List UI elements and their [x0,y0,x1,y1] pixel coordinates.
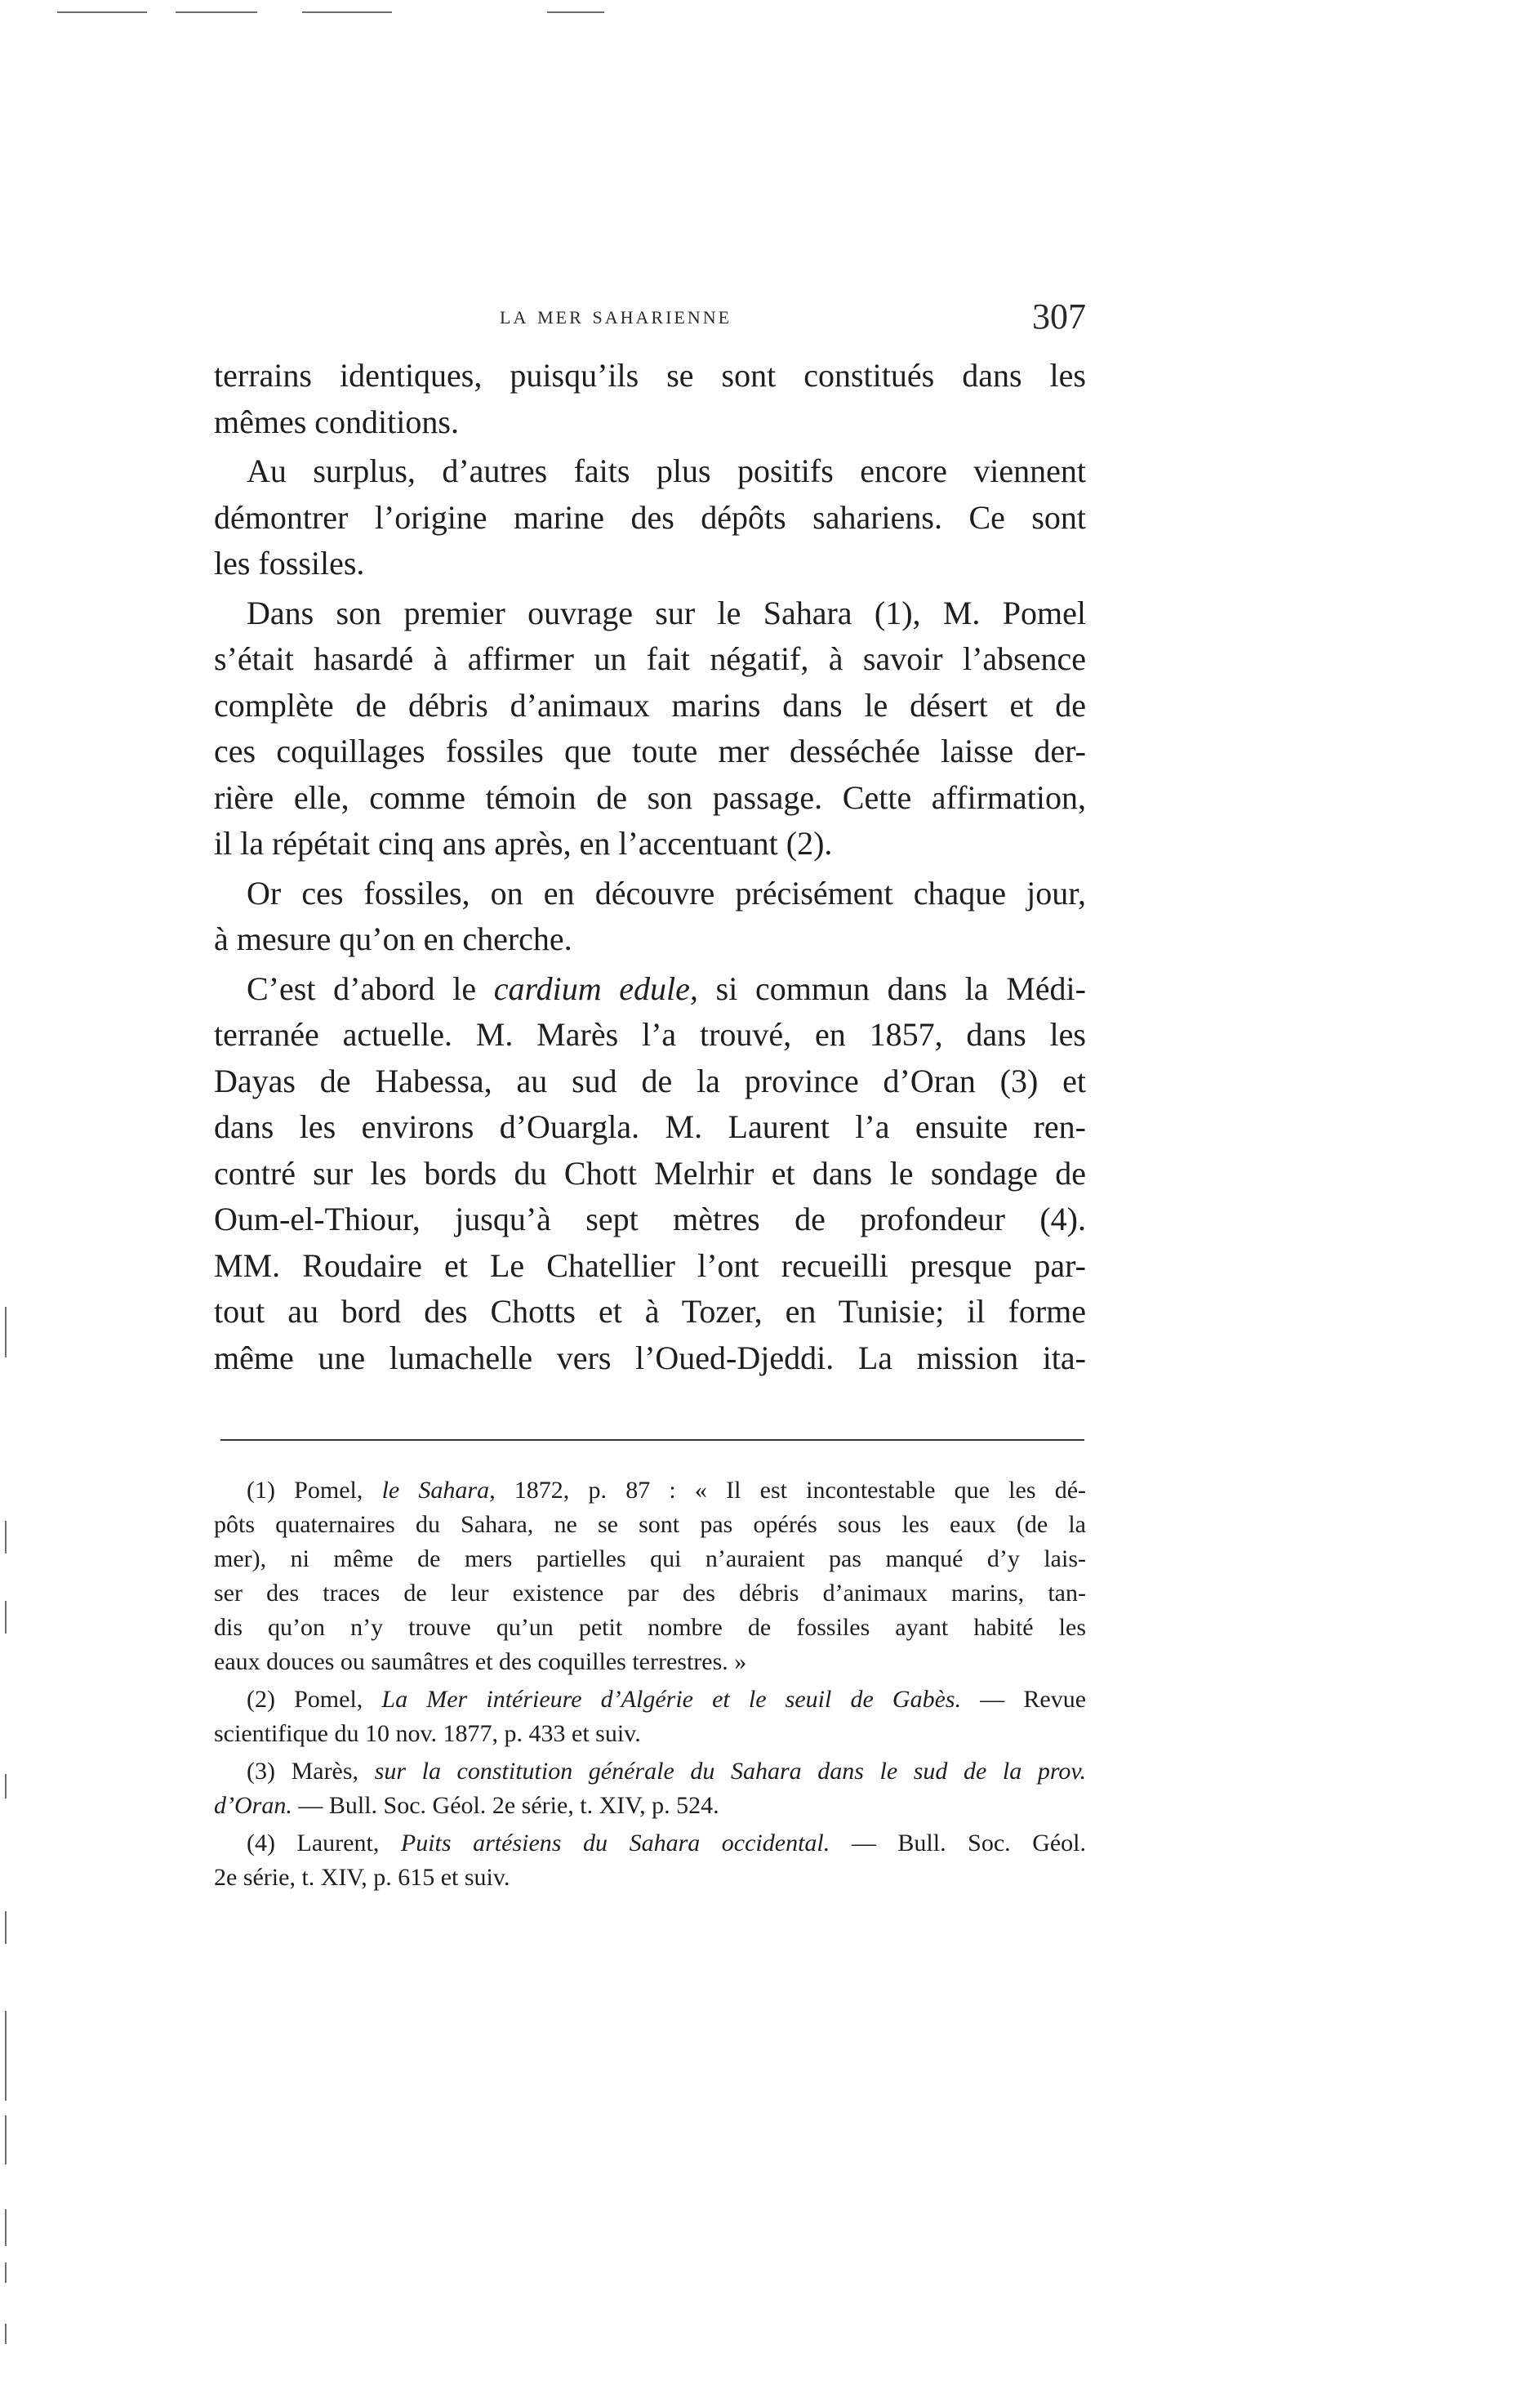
text-run: — Revue [961,1686,1086,1713]
footnotes [214,1473,1086,1898]
text-line: contré sur les bords du Chott Melrhir et dans le sondage de [214,1154,1086,1192]
text-line: rière elle, comme témoin de son passage. Cette affirmation, [214,778,1086,816]
footnote-line: 2e série, t. XIV, p. 615 et suiv. [214,1864,510,1891]
scan-artifact-left-4 [5,1774,7,1799]
running-header [214,296,1086,345]
scan-artifact-left-5 [5,1911,7,1944]
footnote-divider [220,1439,1084,1441]
text-line: Or ces fossiles, on en découvre précisément chaque jour, [247,874,1086,912]
text-line: Au surplus, d’autres faits plus positifs encore viennent [247,452,1086,489]
scan-artifact-left-7 [5,2115,7,2164]
italic-title: La Mer intérieure d’Algérie et le seuil de Gabès. [381,1686,962,1713]
text-line [214,966,1086,1013]
scan-artifact-top-2 [176,11,257,13]
text-line: dans les environs d’Ouargla. M. Laurent l’a ensuite ren- [214,1108,1086,1145]
scan-artifact-left-8 [5,2209,7,2246]
scan-artifact-left-3 [5,1601,7,1634]
text-run: (1) Pomel, [247,1477,382,1504]
footnote-4 [214,1826,1086,1895]
footnote-3 [214,1754,1086,1823]
text-run: (2) Pomel, [247,1686,382,1713]
page-number: 307 [1032,296,1086,337]
footnote-line [214,1789,1086,1823]
text-run: — Bull. Soc. Géol. 2e série, t. XIV, p. 524. [292,1792,719,1819]
text-line: mêmes conditions. [214,403,459,440]
text-line: les fossiles. [214,545,365,582]
footnote-1 [214,1473,1086,1679]
scan-artifact-top-1 [57,11,147,13]
text-run: (4) Laurent, [247,1830,401,1857]
paragraph-1 [214,353,1086,445]
scan-artifact-left-2 [5,1521,7,1553]
text-run: C’est d’abord le [247,969,494,1007]
text-line: ces coquillages fossiles que toute mer desséchée laisse der- [214,733,1086,769]
text-run: 1872, p. 87 : « Il est incontestable que les dé- [495,1477,1086,1504]
text-line: Oum-el-Thiour, jusqu’à sept mètres de profondeur (4). [214,1201,1086,1237]
italic-term: cardium edule, [493,969,698,1007]
footnote-line [214,1683,1086,1717]
text-line: même une lumachelle vers l’Oued-Djeddi. La mission ita- [214,1339,1086,1376]
main-text [214,353,1086,1384]
footnote-line: eaux douces ou saumâtres et des coquilles terrestres. » [214,1648,747,1675]
text-line: terranée actuelle. M. Marès l’a trouvé, en 1857, dans les [214,1016,1086,1053]
text-line: à mesure qu’on en cherche. [214,920,572,957]
text-line: démontrer l’origine marine des dépôts sahariens. Ce sont [214,498,1086,536]
text-line: terrains identiques, puisqu’ils se sont constitués dans les [214,357,1086,394]
text-run: — Bull. Soc. Géol. [830,1830,1086,1857]
paragraph-5 [214,966,1086,1382]
footnote-line: scientifique du 10 nov. 1877, p. 433 et suiv. [214,1720,641,1747]
footnote-line: mer), ni même de mers partielles qui n’auraient pas manqué d’y lais- [214,1545,1086,1572]
italic-title: d’Oran. [214,1792,292,1819]
text-line: Dans son premier ouvrage sur le Sahara (1), M. Pomel [247,594,1086,631]
scan-artifact-top-4 [547,11,604,13]
scan-artifact-left-6 [5,2011,7,2101]
paragraph-4 [214,871,1086,963]
italic-title: Puits artésiens du Sahara occidental. [400,1830,830,1857]
text-run: (3) Marès, [247,1758,375,1785]
footnote-line: dis qu’on n’y trouve qu’un petit nombre de fossiles ayant habité les [214,1614,1086,1641]
text-line: MM. Roudaire et Le Chatellier l’ont recueilli presque par- [214,1246,1086,1284]
text-line: Dayas de Habessa, au sud de la province d’Oran (3) et [214,1062,1086,1099]
text-line: tout au bord des Chotts et à Tozer, en Tunisie; il forme [214,1293,1086,1330]
footnote-2 [214,1683,1086,1751]
italic-title: le Sahara, [381,1477,496,1504]
footnote-line: pôts quaternaires du Sahara, ne se sont pas opérés sous les eaux (de la [214,1511,1086,1538]
paragraph-3 [214,591,1086,867]
text-run: si commun dans la Médi- [697,969,1086,1007]
footnote-line [214,1754,1086,1789]
paragraph-2 [214,448,1086,587]
text-line: s’était hasardé à affirmer un fait négatif, à savoir l’absence [214,640,1086,677]
scan-artifact-left-1 [5,1307,7,1357]
footnote-line [214,1826,1086,1861]
scan-artifact-top-3 [302,11,392,13]
scan-artifact-left-10 [5,2324,7,2344]
footnote-line: ser des traces de leur existence par des débris d’animaux marins, tan- [214,1580,1086,1607]
text-line: complète de débris d’animaux marins dans le désert et de [214,686,1086,724]
text-line: il la répétait cinq ans après, en l’accentuant (2). [214,825,833,862]
running-title: la mer saharienne [500,301,732,329]
scan-artifact-left-9 [5,2262,7,2283]
italic-title: sur la constitution générale du Sahara dans le sud de la prov. [374,1758,1086,1785]
footnote-line [214,1473,1086,1508]
